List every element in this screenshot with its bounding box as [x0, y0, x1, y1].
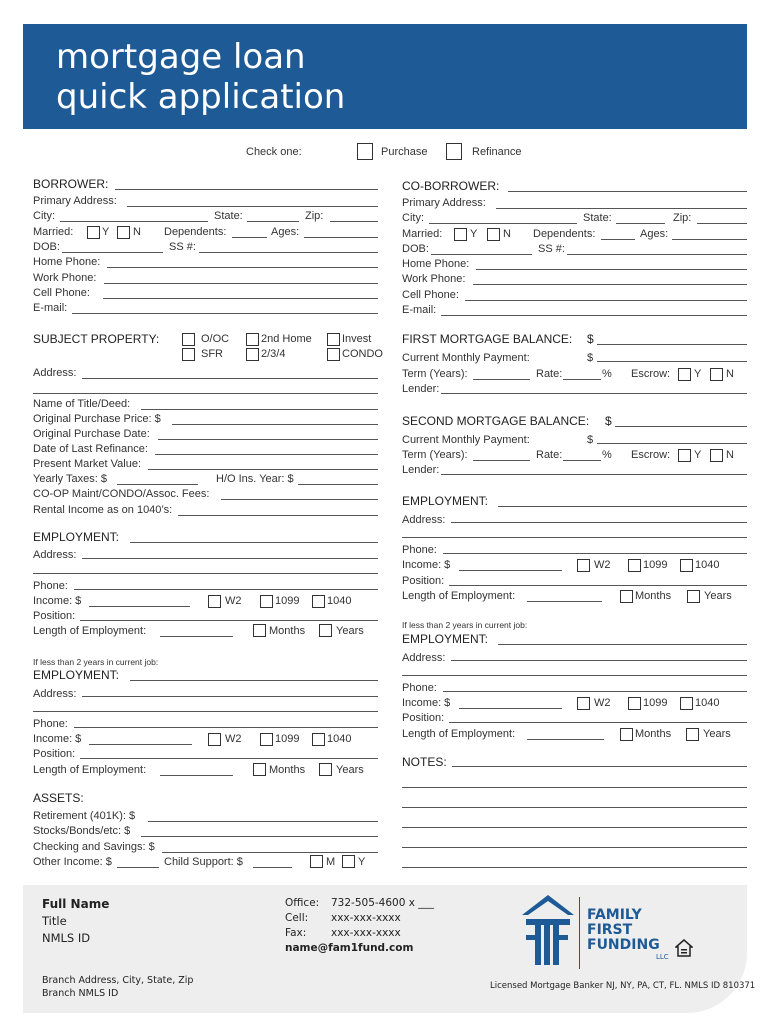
borrower-prev-length-line[interactable]	[160, 775, 233, 776]
coborrower-emp-1040-label: 1040	[695, 559, 720, 571]
coborrower-dob-label: DOB:	[402, 243, 429, 255]
borrower-ss-line[interactable]	[199, 252, 378, 253]
borrower-emp-length-line[interactable]	[160, 636, 233, 637]
coborrower-dependents-line[interactable]	[601, 239, 635, 240]
second-pct: %	[602, 449, 612, 461]
first-lender-line[interactable]	[441, 393, 747, 394]
coborrower-emp-w2-label: W2	[594, 559, 611, 571]
license-text: Licensed Mortgage Banker NJ, NY, PA, CT, FL. NMLS ID 810371	[490, 981, 756, 991]
second-lender-label: Lender:	[402, 464, 440, 476]
borrower-prev-income-line[interactable]	[89, 744, 192, 745]
borrower-city-label: City:	[33, 210, 55, 222]
borrower-emp-w2-checkbox[interactable]	[208, 595, 221, 608]
first-mortgage-heading: FIRST MORTGAGE BALANCE:	[402, 332, 573, 346]
first-payment-line[interactable]	[597, 361, 747, 362]
borrower-married-label: Married:	[33, 226, 74, 238]
coborrower-prev-position-line[interactable]	[449, 722, 747, 723]
second-term-line[interactable]	[473, 460, 530, 461]
loan-officer-title: Title	[42, 914, 67, 928]
coborrower-prev-w2-checkbox[interactable]	[577, 697, 590, 710]
borrower-dob-label: DOB:	[33, 241, 60, 253]
orig-price-line[interactable]	[172, 424, 378, 425]
second-escrow-y-checkbox[interactable]	[678, 449, 691, 462]
coborrower-married-y-label: Y	[470, 228, 478, 240]
coborrower-emp-income-line[interactable]	[459, 570, 562, 571]
coborrower-city-line[interactable]	[429, 223, 577, 224]
other-income-label: Other Income: $	[33, 856, 112, 868]
borrower-prev-position-line[interactable]	[80, 758, 378, 759]
borrower-emp-phone-label: Phone:	[33, 580, 68, 592]
second-escrow-n-label: N	[726, 449, 734, 461]
first-escrow-label: Escrow:	[631, 368, 671, 380]
second-term-label: Term (Years):	[402, 449, 468, 461]
coborrower-emp-length-line[interactable]	[527, 601, 602, 602]
borrower-prev-w2-label: W2	[225, 733, 242, 745]
borrower-emp-1099-checkbox[interactable]	[260, 595, 273, 608]
second-rate-line[interactable]	[563, 460, 601, 461]
first-term-label: Term (Years):	[402, 368, 468, 380]
coborrower-emp-phone-label: Phone:	[402, 544, 437, 556]
borrower-prev-length-label: Length of Employment:	[33, 764, 147, 776]
borrower-less-than-note: If less than 2 years in current job:	[33, 657, 159, 667]
title-line-2: quick application	[56, 77, 346, 117]
retirement-line[interactable]	[148, 821, 378, 822]
borrower-cell-phone-label: Cell Phone:	[33, 287, 90, 299]
borrower-ages-line[interactable]	[304, 237, 378, 238]
notes-line-2[interactable]	[402, 787, 747, 788]
stocks-line[interactable]	[141, 836, 378, 837]
logo-divider	[579, 897, 580, 969]
borrower-state-label: State:	[214, 210, 243, 222]
cell-label: Cell:	[285, 912, 309, 924]
borrower-emp-1099-label: 1099	[275, 595, 300, 607]
child-support-label: Child Support: $	[164, 856, 243, 868]
notes-heading: NOTES:	[402, 755, 447, 769]
first-escrow-n-label: N	[726, 368, 734, 380]
borrower-prev-position-label: Position:	[33, 748, 76, 760]
notes-line-4[interactable]	[402, 827, 747, 828]
contact-email[interactable]: name@fam1fund.com	[285, 942, 414, 954]
property-address-label: Address:	[33, 367, 77, 379]
borrower-married-n-label: N	[133, 226, 141, 238]
coborrower-less-than-note: If less than 2 years in current job:	[402, 620, 528, 630]
borrower-prev-1099-checkbox[interactable]	[260, 733, 273, 746]
first-lender-label: Lender:	[402, 383, 440, 395]
coop-line[interactable]	[221, 499, 378, 500]
borrower-state-line[interactable]	[247, 221, 299, 222]
property-address-line[interactable]	[82, 378, 378, 379]
coborrower-primary-address-label: Primary Address:	[402, 197, 486, 209]
borrower-zip-label: Zip:	[305, 210, 324, 222]
office-phone[interactable]: 732-505-4600 x ___	[331, 897, 435, 909]
title-banner	[23, 24, 747, 129]
coborrower-prev-employment-heading: EMPLOYMENT:	[402, 632, 489, 646]
borrower-emp-address-line-2[interactable]	[33, 573, 378, 574]
fax-label: Fax:	[285, 927, 307, 939]
coborrower-emp-position-label: Position:	[402, 575, 445, 587]
other-income-line[interactable]	[117, 867, 159, 868]
borrower-emp-years-checkbox[interactable]	[319, 624, 332, 637]
borrower-prev-phone-label: Phone:	[33, 718, 68, 730]
first-pct: %	[602, 368, 612, 380]
coborrower-prev-years-checkbox[interactable]	[686, 728, 699, 741]
coborrower-work-phone-label: Work Phone:	[402, 273, 466, 285]
market-value-line[interactable]	[148, 469, 378, 470]
borrower-emp-address-label: Address:	[33, 549, 77, 561]
borrower-home-phone-label: Home Phone:	[33, 256, 101, 268]
borrower-employment-heading: EMPLOYMENT:	[33, 530, 120, 544]
orig-price-label: Original Purchase Price: $	[33, 413, 161, 425]
first-rate-line[interactable]	[563, 379, 601, 380]
notes-line-6[interactable]	[402, 867, 747, 868]
checking-label: Checking and Savings: $	[33, 841, 155, 853]
rental-line[interactable]	[178, 515, 378, 516]
coborrower-city-label: City:	[402, 212, 424, 224]
second-escrow-y-label: Y	[694, 449, 702, 461]
coborrower-prev-years-label: Years	[703, 728, 731, 740]
invest-label: Invest	[342, 333, 372, 345]
coborrower-emp-years-label: Years	[704, 590, 732, 602]
stocks-label: Stocks/Bonds/etc: $	[33, 825, 131, 837]
borrower-email-label: E-mail:	[33, 302, 68, 314]
coborrower-emp-address-label: Address:	[402, 514, 446, 526]
borrower-married-n-checkbox[interactable]	[117, 226, 130, 239]
family-first-funding-logo-icon	[520, 893, 576, 971]
sfr-checkbox[interactable]	[182, 348, 195, 361]
coborrower-married-y-checkbox[interactable]	[454, 228, 467, 241]
borrower-prev-years-label: Years	[336, 764, 364, 776]
second-mortgage-heading: SECOND MORTGAGE BALANCE:	[402, 414, 590, 428]
coborrower-work-phone-line[interactable]	[473, 284, 747, 285]
coborrower-married-n-label: N	[503, 228, 511, 240]
borrower-address-line[interactable]	[127, 206, 378, 207]
first-mortgage-balance-line[interactable]	[597, 344, 747, 345]
first-payment-label: Current Monthly Payment:	[402, 352, 530, 364]
borrower-married-y-checkbox[interactable]	[87, 226, 100, 239]
second-escrow-n-checkbox[interactable]	[710, 449, 723, 462]
coborrower-address-line[interactable]	[496, 208, 747, 209]
borrower-prev-1099-label: 1099	[275, 733, 300, 745]
coborrower-ss-label: SS #:	[538, 243, 565, 255]
coborrower-prev-employer-line[interactable]	[498, 644, 747, 645]
coborrower-employment-heading: EMPLOYMENT:	[402, 494, 489, 508]
logo-text-family: FAMILY	[587, 907, 642, 923]
coborrower-dob-line[interactable]	[431, 254, 532, 255]
yearly-taxes-line[interactable]	[117, 484, 198, 485]
borrower-emp-income-line[interactable]	[89, 606, 190, 607]
title-deed-label: Name of Title/Deed:	[33, 398, 131, 410]
logo-text-funding: FUNDING	[587, 937, 660, 953]
borrower-emp-months-checkbox[interactable]	[253, 624, 266, 637]
borrower-zip-line[interactable]	[330, 221, 378, 222]
first-escrow-y-label: Y	[694, 368, 702, 380]
borrower-emp-months-label: Months	[269, 625, 306, 637]
coborrower-emp-1099-checkbox[interactable]	[628, 559, 641, 572]
first-escrow-y-checkbox[interactable]	[678, 368, 691, 381]
second-escrow-label: Escrow:	[631, 449, 671, 461]
coborrower-home-phone-label: Home Phone:	[402, 258, 470, 270]
coborrower-emp-length-label: Length of Employment:	[402, 590, 516, 602]
subject-property-heading: SUBJECT PROPERTY:	[33, 332, 160, 346]
borrower-prev-1040-checkbox[interactable]	[312, 733, 325, 746]
borrower-prev-months-label: Months	[269, 764, 306, 776]
coborrower-heading: CO-BORROWER:	[402, 179, 500, 193]
borrower-emp-length-label: Length of Employment:	[33, 625, 147, 637]
title-line-1: mortgage loan	[56, 37, 306, 77]
borrower-work-phone-label: Work Phone:	[33, 272, 97, 284]
coborrower-prev-address-line-2[interactable]	[402, 675, 747, 676]
second-mortgage-dollar: $	[605, 414, 612, 428]
coborrower-emp-w2-checkbox[interactable]	[577, 559, 590, 572]
two34-label: 2/3/4	[261, 348, 286, 360]
borrower-emp-position-label: Position:	[33, 610, 76, 622]
coborrower-prev-1099-label: 1099	[643, 697, 668, 709]
borrower-work-phone-line[interactable]	[104, 283, 378, 284]
coborrower-prev-phone-label: Phone:	[402, 682, 437, 694]
first-payment-dollar: $	[587, 352, 594, 364]
second-rate-label: Rate:	[536, 449, 563, 461]
coborrower-cell-phone-line[interactable]	[465, 300, 747, 301]
sfr-label: SFR	[201, 348, 223, 360]
second-lender-line[interactable]	[441, 474, 747, 475]
two34-checkbox[interactable]	[246, 348, 259, 361]
coborrower-zip-label: Zip:	[673, 212, 692, 224]
coborrower-emp-months-checkbox[interactable]	[620, 590, 633, 603]
child-support-y-checkbox[interactable]	[342, 855, 355, 868]
borrower-prev-phone-line[interactable]	[74, 727, 378, 728]
coborrower-married-label: Married:	[402, 228, 443, 240]
borrower-emp-years-label: Years	[336, 625, 364, 637]
borrower-ss-label: SS #:	[169, 241, 196, 253]
borrower-name-line[interactable]	[115, 189, 378, 190]
borrower-city-line[interactable]	[60, 221, 208, 222]
refinance-label: Refinance	[472, 146, 522, 158]
borrower-emp-w2-label: W2	[225, 595, 242, 607]
logo-text-llc: LLC	[656, 953, 669, 961]
coborrower-prev-income-label: Income: $	[402, 697, 451, 709]
borrower-heading: BORROWER:	[33, 177, 109, 191]
coborrower-prev-1040-checkbox[interactable]	[680, 697, 693, 710]
retirement-label: Retirement (401K): $	[33, 810, 136, 822]
coborrower-emp-position-line[interactable]	[449, 585, 747, 586]
borrower-prev-employment-heading: EMPLOYMENT:	[33, 668, 120, 682]
borrower-emp-income-label: Income: $	[33, 595, 82, 607]
invest-checkbox[interactable]	[327, 333, 340, 346]
coborrower-name-line[interactable]	[508, 191, 747, 192]
borrower-emp-1040-checkbox[interactable]	[312, 595, 325, 608]
borrower-prev-employer-line[interactable]	[130, 680, 378, 681]
borrower-married-y-label: Y	[102, 226, 110, 238]
coborrower-prev-months-label: Months	[635, 728, 672, 740]
borrower-prev-w2-checkbox[interactable]	[208, 733, 221, 746]
child-support-m-checkbox[interactable]	[310, 855, 323, 868]
purchase-label: Purchase	[381, 146, 428, 158]
coborrower-state-label: State:	[583, 212, 612, 224]
first-term-line[interactable]	[473, 379, 530, 380]
first-mortgage-dollar: $	[587, 332, 594, 346]
loan-officer-nmls: NMLS ID	[42, 931, 91, 945]
borrower-home-phone-line[interactable]	[107, 267, 378, 268]
coborrower-emp-phone-line[interactable]	[443, 553, 747, 554]
ho-ins-line[interactable]	[298, 484, 378, 485]
borrower-prev-months-checkbox[interactable]	[253, 763, 266, 776]
coborrower-emp-1099-label: 1099	[643, 559, 668, 571]
coborrower-prev-position-label: Position:	[402, 712, 445, 724]
notes-line-3[interactable]	[402, 807, 747, 808]
coborrower-emp-address-line-2[interactable]	[402, 537, 747, 538]
refinance-checkbox[interactable]	[446, 143, 462, 160]
coborrower-prev-length-label: Length of Employment:	[402, 728, 516, 740]
borrower-dob-line[interactable]	[62, 252, 163, 253]
coborrower-prev-months-checkbox[interactable]	[620, 728, 633, 741]
coborrower-emp-years-checkbox[interactable]	[687, 590, 700, 603]
property-address-line-2[interactable]	[33, 393, 378, 394]
coborrower-prev-income-line[interactable]	[459, 708, 562, 709]
borrower-prev-address-line[interactable]	[82, 696, 378, 697]
coborrower-ages-label: Ages:	[640, 228, 669, 240]
coborrower-ss-line[interactable]	[567, 254, 747, 255]
loan-officer-name: Full Name	[42, 897, 110, 911]
borrower-prev-address-line-2[interactable]	[33, 711, 378, 712]
last-refi-line[interactable]	[155, 454, 378, 455]
borrower-prev-1040-label: 1040	[327, 733, 352, 745]
child-support-line[interactable]	[253, 867, 292, 868]
rental-label: Rental Income as on 1040’s:	[33, 504, 173, 516]
second-payment-label: Current Monthly Payment:	[402, 434, 530, 446]
second-home-checkbox[interactable]	[246, 333, 259, 346]
borrower-ages-label: Ages:	[271, 226, 300, 238]
branch-nmls: Branch NMLS ID	[42, 988, 119, 999]
orig-date-label: Original Purchase Date:	[33, 428, 150, 440]
title-deed-line[interactable]	[141, 409, 378, 410]
coborrower-zip-line[interactable]	[697, 223, 747, 224]
borrower-prev-income-label: Income: $	[33, 733, 82, 745]
coborrower-prev-1040-label: 1040	[695, 697, 720, 709]
second-payment-dollar: $	[587, 434, 594, 446]
coborrower-emp-months-label: Months	[635, 590, 672, 602]
coborrower-email-line[interactable]	[441, 315, 747, 316]
market-value-label: Present Market Value:	[33, 458, 142, 470]
coborrower-employer-line[interactable]	[498, 506, 747, 507]
second-mortgage-balance-line[interactable]	[615, 426, 747, 427]
second-payment-line[interactable]	[597, 443, 747, 444]
yearly-taxes-label: Yearly Taxes: $	[33, 473, 107, 485]
cell-phone[interactable]: xxx-xxx-xxxx	[331, 912, 401, 924]
borrower-prev-address-label: Address:	[33, 688, 77, 700]
child-support-y-label: Y	[358, 856, 366, 868]
assets-heading: ASSETS:	[33, 791, 84, 805]
fax-number: xxx-xxx-xxxx	[331, 927, 401, 939]
checking-line[interactable]	[162, 852, 378, 853]
contact-footer	[23, 885, 756, 1013]
borrower-emp-phone-line[interactable]	[74, 589, 378, 590]
logo-text-first: FIRST	[587, 922, 633, 938]
coop-label: CO-OP Maint/CONDO/Assoc. Fees:	[33, 488, 210, 500]
borrower-emp-address-line[interactable]	[82, 558, 378, 559]
ooc-checkbox[interactable]	[182, 333, 195, 346]
coborrower-prev-length-line[interactable]	[527, 739, 604, 740]
ho-ins-label: H/O Ins. Year: $	[216, 473, 294, 485]
borrower-employer-line[interactable]	[130, 542, 378, 543]
borrower-cell-phone-line[interactable]	[103, 298, 378, 299]
coborrower-state-line[interactable]	[616, 223, 665, 224]
condo-label: CONDO	[342, 348, 383, 360]
coborrower-married-n-checkbox[interactable]	[487, 228, 500, 241]
coborrower-prev-w2-label: W2	[594, 697, 611, 709]
coborrower-cell-phone-label: Cell Phone:	[402, 289, 459, 301]
borrower-dependents-line[interactable]	[232, 237, 267, 238]
coborrower-prev-phone-line[interactable]	[443, 691, 747, 692]
coborrower-emp-address-line[interactable]	[451, 522, 747, 523]
condo-checkbox[interactable]	[327, 348, 340, 361]
coborrower-home-phone-line[interactable]	[476, 269, 747, 270]
borrower-emp-position-line[interactable]	[80, 620, 378, 621]
borrower-dependents-label: Dependents:	[164, 226, 227, 238]
orig-date-line[interactable]	[158, 439, 378, 440]
borrower-prev-years-checkbox[interactable]	[319, 763, 332, 776]
last-refi-label: Date of Last Refinance:	[33, 443, 148, 455]
coborrower-prev-1099-checkbox[interactable]	[628, 697, 641, 710]
first-rate-label: Rate:	[536, 368, 563, 380]
first-escrow-n-checkbox[interactable]	[710, 368, 723, 381]
coborrower-emp-income-label: Income: $	[402, 559, 451, 571]
coborrower-prev-address-line[interactable]	[451, 660, 747, 661]
coborrower-emp-1040-checkbox[interactable]	[680, 559, 693, 572]
notes-line-5[interactable]	[402, 847, 747, 848]
coborrower-ages-line[interactable]	[672, 239, 747, 240]
office-label: Office:	[285, 897, 320, 909]
check-one-label: Check one:	[246, 146, 302, 158]
notes-line-1[interactable]	[452, 766, 747, 767]
coborrower-dependents-label: Dependents:	[533, 228, 596, 240]
borrower-primary-address-label: Primary Address:	[33, 195, 117, 207]
branch-address: Branch Address, City, State, Zip	[42, 975, 194, 986]
second-home-label: 2nd Home	[261, 333, 312, 345]
purchase-checkbox[interactable]	[357, 143, 373, 160]
coborrower-prev-address-label: Address:	[402, 652, 446, 664]
coborrower-email-label: E-mail:	[402, 304, 437, 316]
child-support-m-label: M	[326, 856, 336, 868]
borrower-emp-1040-label: 1040	[327, 595, 352, 607]
ooc-label: O/OC	[201, 333, 230, 345]
equal-housing-icon	[675, 939, 693, 957]
borrower-email-line[interactable]	[72, 313, 378, 314]
